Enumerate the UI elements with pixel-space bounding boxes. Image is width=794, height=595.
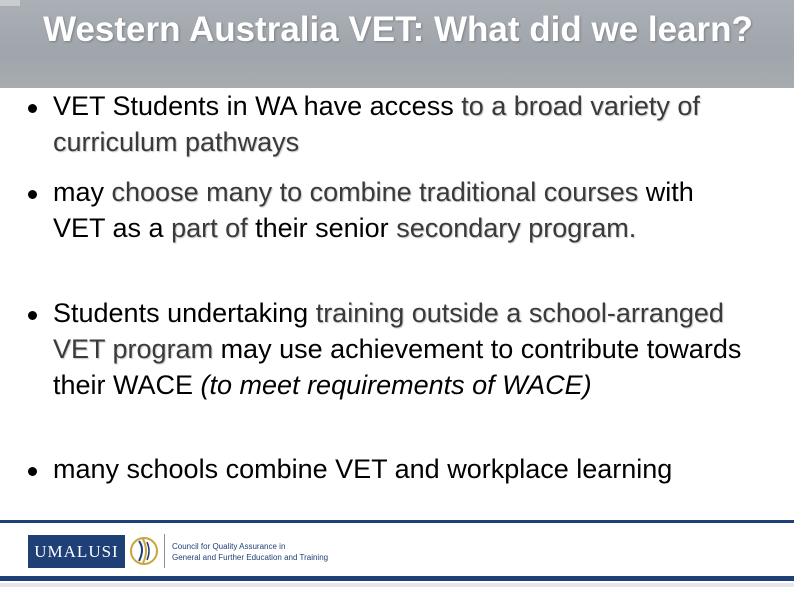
logo-wordmark: UMALUSI bbox=[34, 542, 119, 561]
footer-rule-top bbox=[0, 520, 794, 523]
highlighted-phrase: part of bbox=[171, 213, 248, 243]
bullet-dot-icon bbox=[28, 311, 37, 320]
council-line-2: General and Further Education and Training bbox=[172, 553, 329, 562]
bullet-text bbox=[53, 174, 753, 246]
highlighted-phrase: secondary program. bbox=[396, 213, 637, 243]
umalusi-logo bbox=[28, 535, 125, 568]
highlighted-phrase: training outside a school-arranged VET program bbox=[53, 298, 724, 364]
bullet-text bbox=[53, 88, 753, 160]
council-line-1: Council for Quality Assurance in bbox=[172, 542, 286, 551]
crest-emblem-icon bbox=[129, 531, 159, 571]
footer-rule-bottom bbox=[0, 576, 794, 581]
highlighted-phrase: choose many to combine traditional courses bbox=[111, 177, 639, 207]
bullet-dot-icon bbox=[28, 190, 37, 199]
bullet-text-run: Students undertaking bbox=[53, 298, 316, 328]
bullet-text bbox=[53, 295, 753, 403]
bullet-text bbox=[53, 451, 753, 487]
highlighted-phrase: to a broad variety of curriculum pathways bbox=[53, 91, 700, 157]
bullet-dot-icon bbox=[28, 104, 37, 113]
footer-bottom-strip bbox=[0, 583, 794, 587]
bullet-dot-icon bbox=[28, 467, 37, 476]
bullet-text-run: may use achievement to contribute towards their WACE bbox=[53, 334, 742, 400]
bullet-text-run: may bbox=[53, 177, 112, 207]
bullet-text-run: many schools combine VET and workplace learning bbox=[53, 454, 673, 484]
bullet-text-run: with VET as a bbox=[53, 177, 694, 243]
slide-title: Western Australia VET: What did we learn? bbox=[43, 10, 753, 49]
council-tagline bbox=[172, 541, 392, 563]
bullet-text-run: VET Students in WA have access bbox=[53, 91, 462, 121]
italic-phrase: (to meet requirements of WACE) bbox=[200, 370, 592, 400]
title-accent-mark bbox=[0, 0, 20, 6]
footer-divider bbox=[164, 534, 165, 568]
bullet-text-run: their senior bbox=[247, 213, 397, 243]
